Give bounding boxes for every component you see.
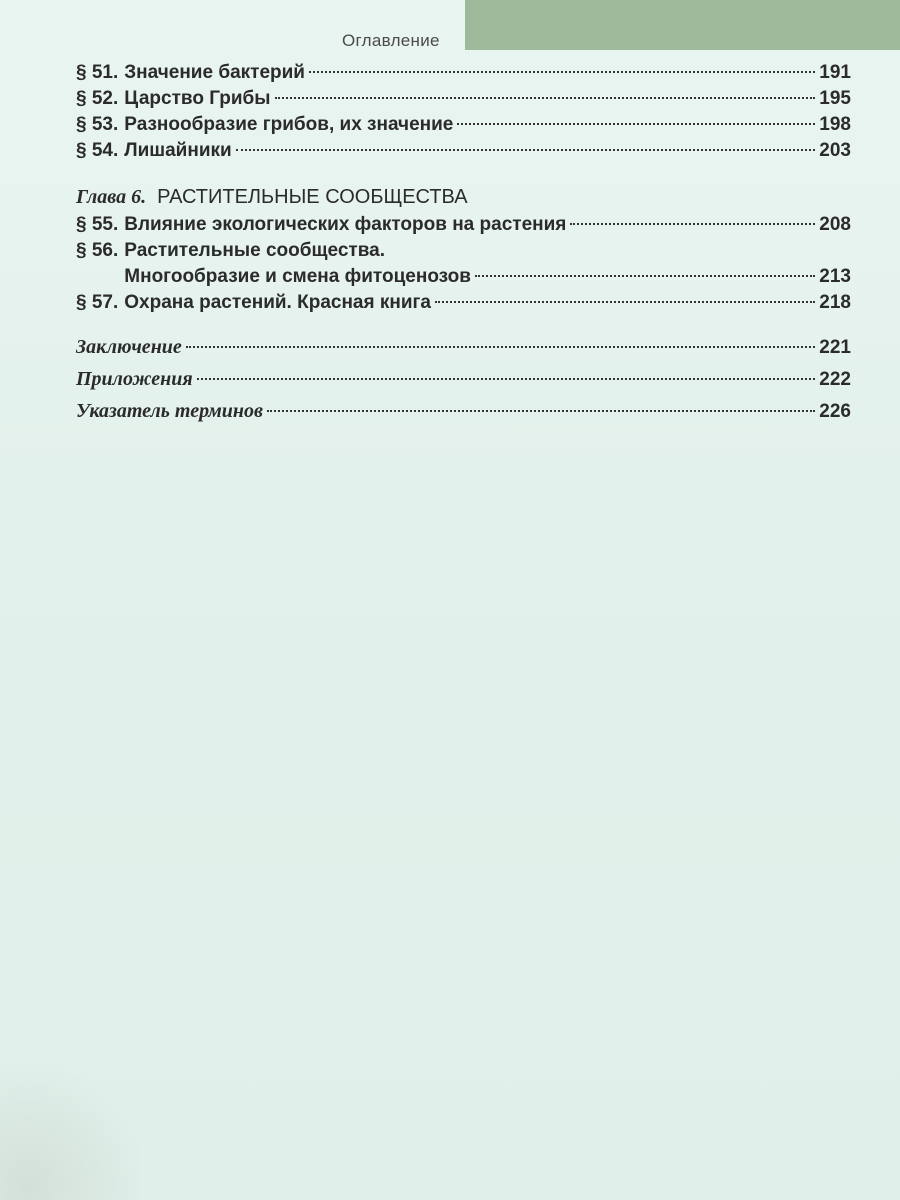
entry-number: § 53. <box>76 114 119 135</box>
entry-title: Лишайники <box>124 140 232 161</box>
entry-page: 195 <box>819 88 851 109</box>
toc-entry-54[interactable] <box>76 138 851 164</box>
toc-entry-55[interactable] <box>76 212 851 238</box>
entry-page: 218 <box>819 292 851 313</box>
chapter-label: Глава 6. <box>76 186 147 208</box>
entry-title: Указатель терминов <box>76 400 263 422</box>
entry-page: 208 <box>819 214 851 235</box>
toc-entry-conclusion[interactable] <box>76 334 851 360</box>
entry-number: § 57. <box>76 292 119 313</box>
entry-page: 198 <box>819 114 851 135</box>
dot-leader <box>197 378 816 380</box>
entry-title: Заключение <box>76 336 182 358</box>
entry-title: Разнообразие грибов, их значение <box>124 114 454 135</box>
toc-entry-56-continued[interactable] <box>76 264 851 290</box>
dot-leader <box>267 410 815 412</box>
header-color-block <box>465 0 900 50</box>
dot-leader <box>275 97 816 99</box>
entry-page: 213 <box>819 266 851 287</box>
table-of-contents <box>76 60 851 424</box>
toc-entry-56[interactable] <box>76 238 851 264</box>
page-header-title: Оглавление <box>342 31 440 50</box>
entry-title: Значение бактерий <box>124 62 305 83</box>
dot-leader <box>309 71 815 73</box>
dot-leader <box>457 123 815 125</box>
toc-entry-appendices[interactable] <box>76 366 851 392</box>
entry-title: Охрана растений. Красная книга <box>124 292 432 313</box>
entry-page: 221 <box>819 337 851 358</box>
entry-number: § 51. <box>76 62 119 83</box>
dot-leader <box>435 301 815 303</box>
entry-page: 191 <box>819 62 851 83</box>
toc-entry-52[interactable] <box>76 86 851 112</box>
chapter-heading <box>76 182 851 212</box>
entry-number: § 56. <box>76 240 119 261</box>
entry-title: Царство Грибы <box>124 88 271 109</box>
entry-title: Влияние экологических факторов на растения <box>124 214 567 235</box>
entry-title: Приложения <box>76 368 193 390</box>
entry-number: § 55. <box>76 214 119 235</box>
spacer <box>76 316 851 334</box>
entry-page: 226 <box>819 401 851 422</box>
toc-entry-51[interactable] <box>76 60 851 86</box>
toc-entry-57[interactable] <box>76 290 851 316</box>
dot-leader <box>475 275 815 277</box>
chapter-name: РАСТИТЕЛЬНЫЕ СООБЩЕСТВА <box>157 186 468 208</box>
entry-number: § 54. <box>76 140 119 161</box>
entry-page: 222 <box>819 369 851 390</box>
entry-page: 203 <box>819 140 851 161</box>
entry-title: Растительные сообщества. <box>124 240 385 261</box>
dot-leader <box>570 223 815 225</box>
spacer <box>76 164 851 182</box>
toc-entry-index[interactable] <box>76 398 851 424</box>
entry-title-continued: Многообразие и смена фитоценозов <box>124 266 471 287</box>
toc-entry-53[interactable] <box>76 112 851 138</box>
dot-leader <box>186 346 816 348</box>
page-corner-shading <box>0 1050 140 1200</box>
dot-leader <box>236 149 816 151</box>
entry-number: § 52. <box>76 88 119 109</box>
